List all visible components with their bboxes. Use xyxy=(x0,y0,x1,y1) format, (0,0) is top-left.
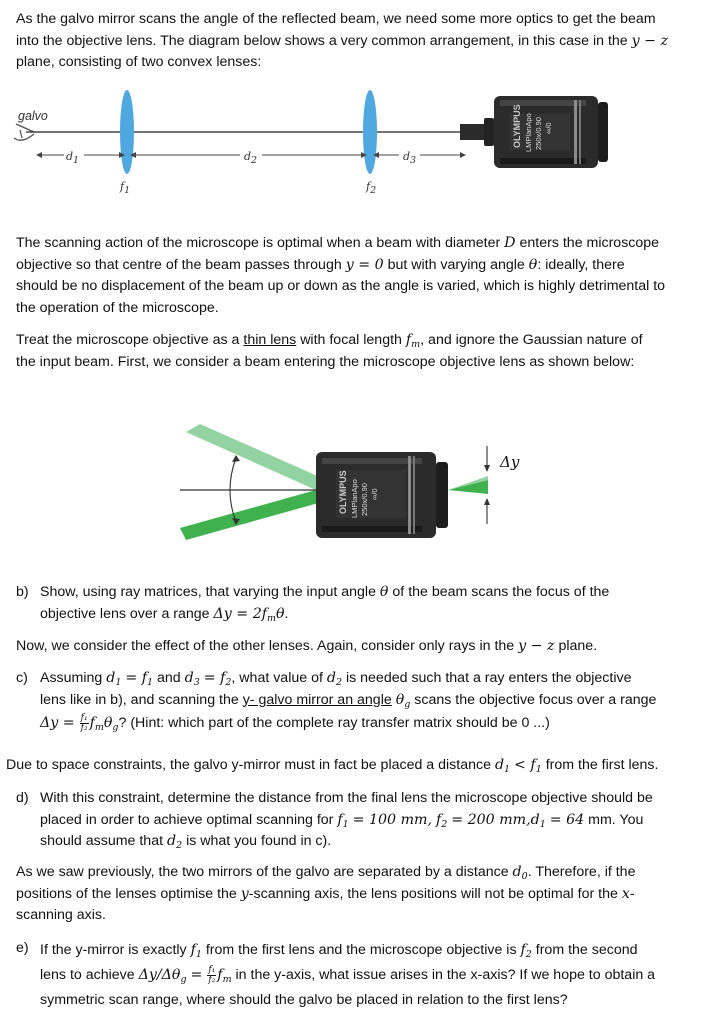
delta-y-label: Δy xyxy=(500,453,520,471)
objective-2-spec: 250x/0.90 xyxy=(360,483,369,516)
beam-lower xyxy=(180,490,322,540)
optics-diagram-2 xyxy=(0,418,707,568)
objective-1-brand: OLYMPUS xyxy=(512,104,522,148)
question-e xyxy=(16,938,696,1018)
intro-line-3: plane, consisting of two convex lenses: xyxy=(16,54,262,70)
intro-line-2: into the objective lens. The diagram below shows a very common arrangement, in this case in the y − z xyxy=(16,32,669,49)
question-c-text: Assuming $d_1 = f_1$ and $d_3 = f_2$, what value of $d_2$ is needed such that a ray enters the objective lens like in b), and scanning the y- galvo mirror an angle $\theta_g$ scans the objective focus over a range Δy = $\frac{\text{f₁}}{\text{f₂}}$ $f_m\theta_g$? (Hint: which part of the complete ray transfer matrix should be 0 ...) xyxy=(40,670,657,733)
f1-label: $f_1$ xyxy=(120,180,131,196)
objective-1-spec: 250x/0.90 xyxy=(534,117,543,150)
objective-2-text xyxy=(336,470,406,518)
question-d xyxy=(16,788,696,854)
galvo-label: galvo xyxy=(18,109,48,123)
intro-line-1: As the galvo mirror scans the angle of the reflected beam, we need some more optics to get the beam xyxy=(16,11,656,27)
thin-lens-link: thin lens xyxy=(243,332,297,348)
p3-line-2: the input beam. First, we consider a beam entering the microscope objective lens as shown below: xyxy=(16,353,635,370)
lens-2 xyxy=(363,90,377,174)
intro-paragraph xyxy=(16,9,696,74)
objective-2-inf: ∞/0 xyxy=(370,488,379,500)
question-c xyxy=(16,668,696,740)
f2-label: $f_2$ xyxy=(366,180,377,196)
optics-diagram-1 xyxy=(0,80,707,210)
beam-upper xyxy=(186,424,322,490)
paragraph-4: Now, we consider the effect of the other lenses. Again, consider only rays in the y − z plane. xyxy=(16,638,598,654)
objective-1-text xyxy=(510,104,580,164)
p2-line-4: the operation of the microscope. xyxy=(16,299,219,316)
plane-symbol: y − z xyxy=(631,32,669,49)
objective-1-inf: ∞/0 xyxy=(544,122,553,134)
d1-label: $d_1$ xyxy=(66,150,80,166)
question-d-text: With this constraint, determine the distance from the final lens the microscope objective should be placed in order to achieve optimal scanning for $f_1 = 100$ mm, $f_2 = 200$ $mm,d_1 = 64$ mm. You should assume that $d_2$ is what you found in c). xyxy=(40,790,653,851)
question-b xyxy=(16,582,696,626)
question-c-label: c) xyxy=(16,670,28,686)
paragraph-2 xyxy=(16,233,696,319)
fraction-f1-f2-e: $\frac{\text{f₁}}{\text{f₂}}$ xyxy=(208,964,216,985)
arc-arrowhead-top xyxy=(232,455,240,462)
p2-line-1: The scanning action of the microscope is optimal when a beam with diameter D enters the microscope xyxy=(16,235,660,251)
d3-arrow xyxy=(373,152,466,158)
lens-1 xyxy=(120,90,134,174)
question-b-text: Show, using ray matrices, that varying the input angle θ of the beam scans the focus of the objective lens over a range $\Delta y = 2f_m\theta$. xyxy=(40,584,610,624)
fraction-f1-f2: $\frac{\text{f₁}}{\text{f₂}}$ xyxy=(80,712,88,733)
d3-label: $d_3$ xyxy=(403,150,417,166)
p2-line-2: objective so that centre of the beam passes through y = 0 but with varying angle θ: ideally, there xyxy=(16,256,625,273)
objective-2-model: LMPlanApo xyxy=(350,479,359,518)
paragraph-6: As we saw previously, the two mirrors of the galvo are separated by a distance $d_0$. Therefore, if the positions of the lenses optimise the y-scanning axis, the lens positions will not be optimal for the x- scanning axis. xyxy=(16,864,636,923)
optics-diagram-1-svg xyxy=(0,80,707,210)
p3-line-1: Treat the microscope objective as a thin lens with focal length $f_m$, and ignore the Gaussian nature of xyxy=(16,332,643,350)
paragraph-3 xyxy=(16,330,696,373)
objective-2-brand: OLYMPUS xyxy=(338,470,348,514)
focus-cone-dark xyxy=(448,480,488,494)
d1-arrow xyxy=(36,152,125,158)
question-e-label: e) xyxy=(16,940,29,956)
objective-1-model: LMPlanApo xyxy=(524,113,533,152)
d2-label: $d_2$ xyxy=(244,150,258,166)
p2-line-3: should be no displacement of the beam up or down as the angle is varied, which is highly detrimental to xyxy=(16,278,666,294)
question-b-label: b) xyxy=(16,584,29,600)
question-d-label: d) xyxy=(16,790,29,806)
paragraph-5: Due to space constraints, the galvo y-mirror must in fact be placed a distance $d_1 < f_1$ from the first lens. xyxy=(6,757,659,775)
question-e-text: If the y-mirror is exactly $f_1$ from the first lens and the microscope objective is $f_2$ from the second lens to achieve $\Delta y/\Delta\theta_g$ = $\frac{\text{f₁}}{\text{f₂}}$ $f_m$ in the y-axis, what issue arises in the x-axis? If we hope to obtain a symmetric scan range, where should the galvo be placed in relation to the first lens? xyxy=(40,942,656,1008)
